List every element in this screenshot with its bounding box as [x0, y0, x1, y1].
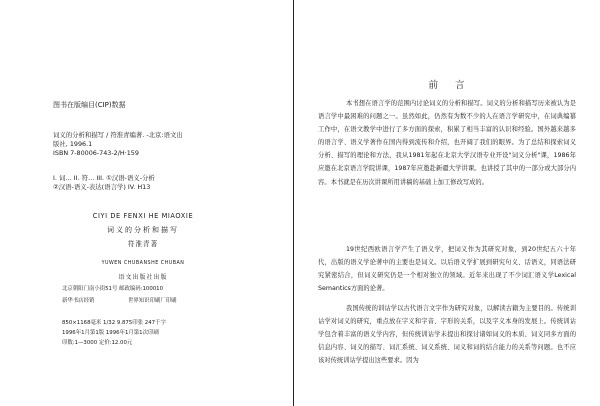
preface-title: 前 言: [428, 80, 472, 91]
spec-line: 印数:1—3000 定价:12.00元: [62, 340, 133, 346]
printer: 世界知识印刷厂印刷: [128, 298, 177, 304]
cip-line: ②汉语-语义-表达(语言学) IV. H13: [53, 183, 151, 191]
paragraph-text: 我国传统的训诂学以古代语言文字作为研究对象，以解读古籍为主要目的。传统训诂学对词义的研究，重点放在字义和字音、字形的关系，以及字义本身的发展上。传统训诂学包含着丰富的语义学内容，但传统训诂学未提出和探讨诸如词义的本质、词义同多方面的信息内容、词义的描写、词汇系统、词义系统、词义和词的结合能力的关系等问题。也不应该对传统训诂学提出这些要求。因为: [318, 305, 576, 365]
publisher-pinyin: YUWEN CHUBANSHE CHUBAN: [101, 261, 185, 266]
preface-paragraph: [318, 243, 576, 295]
page-divider: [293, 0, 294, 406]
cip-line: 版社, 1996.1: [53, 140, 93, 148]
spec-line: 850×1168毫米 1/32 9.875印张 247千字: [62, 320, 166, 326]
book-title-pinyin: CIYI DE FENXI HE MIAOXIE: [92, 212, 194, 220]
publisher-address: 北京朝阳门南小街51号 邮政编码:100010: [62, 286, 164, 292]
cip-line: 词义的分析和描写 / 符淮青编著. -北京:语文出: [53, 131, 183, 139]
book-title: 词义的分析和描写: [107, 226, 179, 234]
author: 符淮青著: [127, 240, 159, 248]
paragraph-text: 本书想在语言学的范围内讨论词义的分析和描写。词义的分析和描写历来被认为是语言学中最困难的问题之一。虽然如此，仍然有为数不少的人在语言学研究中，在词典编纂工作中，在语文教学中进行了多方面的探索，积累了相当丰富的认识和经验。国外越来越多的语言学、语义学著作在国内得到流传和介绍，也开阔了我们的眼界。为了总结和探索词义分析、描写的理论和方法，我从1981年起在北京大学汉语专业开设"词义分析"课，1986年应邀在北京语言学院讲课，1987年应邀赴新疆大学讲课。也讲授了其中的一部分或大部分内容。本书就是在历次讲课所用讲稿的基础上加工修改写成的。: [318, 100, 576, 186]
cip-heading: 图书在版编目(CIP)数据: [53, 101, 126, 109]
left-page: [0, 0, 286, 406]
cip-line: I. 词… II. 符… III. ①汉语-语义-分析: [53, 174, 155, 182]
spec-line: 1996年1月第1版 1996年1月第1次印刷: [62, 330, 159, 336]
paragraph-text: 19世纪西欧语言学产生了语义学，把词义作为其研究对象，到20世纪五六十年代，出版的语义学论著中的主要也是词义。以后语义学扩展到研究句义、话语义，同语法研究紧密结合，但词义研究仍是一个相对独立的领域。近年来出现了不少词汇语义学Lexical Semantics方面的论著。: [318, 246, 576, 293]
publisher: 语文出版社出版: [118, 274, 168, 281]
preface-paragraph: [318, 302, 576, 367]
cip-line: ISBN 7-80006-743-2/H·159: [53, 149, 139, 157]
distributor: 新华书店经销: [62, 298, 95, 304]
preface-paragraph: [318, 97, 576, 189]
